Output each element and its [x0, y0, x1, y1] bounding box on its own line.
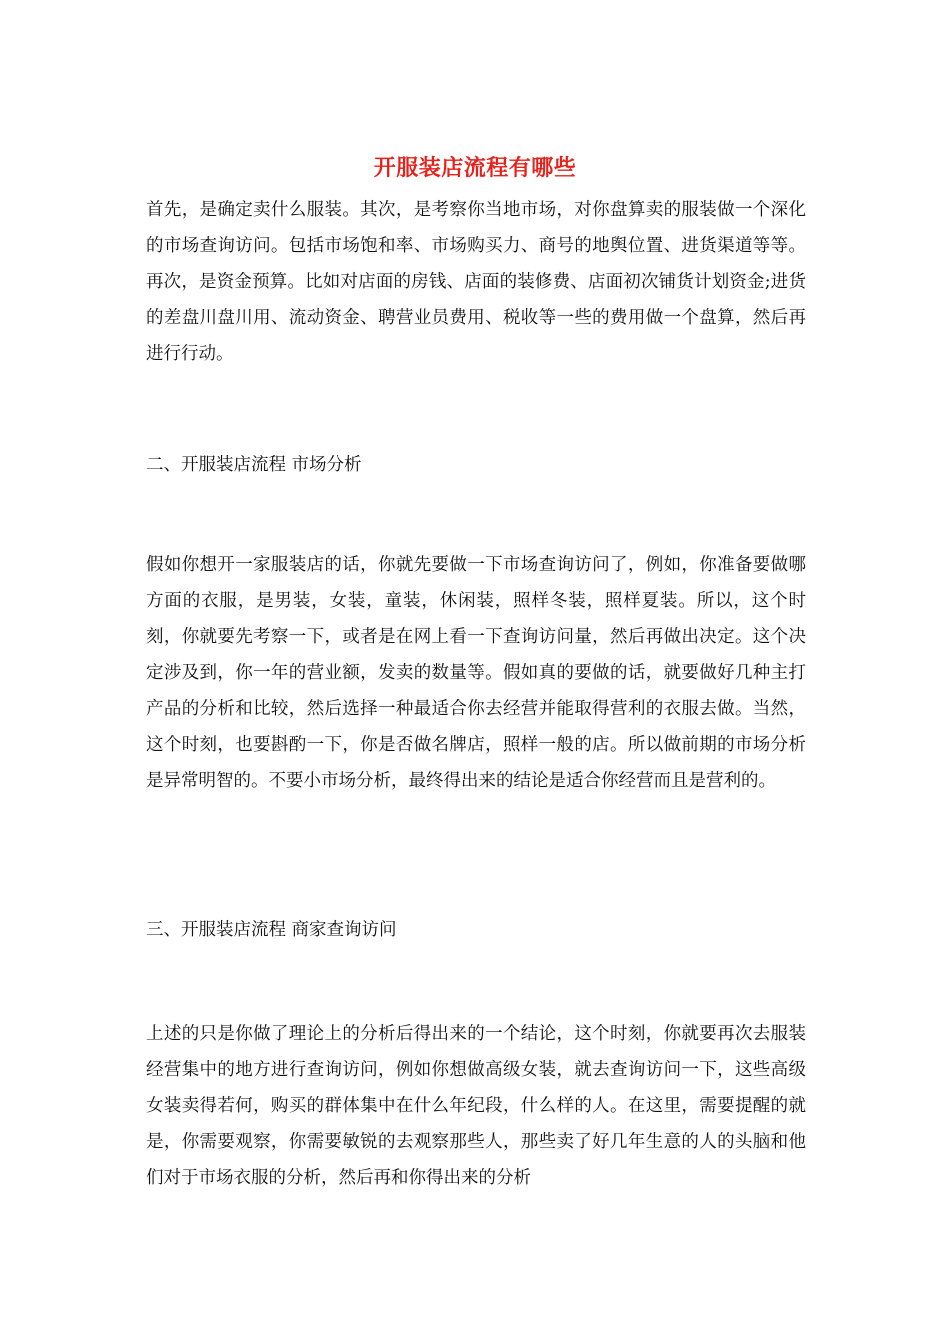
section-heading-merchant-survey: 三、开服装店流程 商家查询访问 — [146, 920, 397, 940]
paragraph-market-analysis: 假如你想开一家服装店的话，你就先要做一下市场查询访问了，例如，你准备要做哪方面的衣服，是男装，女装，童装，休闲装，照样冬装，照样夏装。所以，这个时刻，你就要先考察一下，或者是在网上看一下查询访问量，然后再做出决定。这个决定涉及到，你一年的营业额，发卖的数量等。假如真的要做的话，就要做好几种主打产品的分析和比较，然后选择一种最适合你去经营并能取得营利的衣服去做。当然，这个时刻，也要斟酌一下，你是否做名牌店，照样一般的店。所以做前期的市场分析是异常明智的。不要小市场分析，最终得出来的结论是适合你经营而且是营利的。 — [146, 555, 806, 791]
paragraph-merchant-survey: 上述的只是你做了理论上的分析后得出来的一个结论，这个时刻，你就要再次去服装经营集中的地方进行查询访问，例如你想做高级女装，就去查询访问一下，这些高级女装卖得若何，购买的群体集中在什么年纪段，什么样的人。在这里，需要提醒的就是，你需要观察，你需要敏锐的去观察那些人，那些卖了好几年生意的人的头脑和他们对于市场衣服的分析，然后再和你得出来的分析 — [146, 1024, 806, 1188]
paragraph-intro: 首先，是确定卖什么服装。其次，是考察你当地市场，对你盘算卖的服装做一个深化的市场查询访问。包括市场饱和率、市场购买力、商号的地舆位置、进货渠道等等。再次，是资金预算。比如对店面的房钱、店面的装修费、店面初次铺货计划资金;进货的差盘川盘川用、流动资金、聘营业员费用、税收等一些的费用做一个盘算，然后再进行行动。 — [146, 200, 806, 364]
document-title: 开服装店流程有哪些 — [373, 155, 577, 181]
section-heading-market-analysis: 二、开服装店流程 市场分析 — [146, 455, 362, 475]
